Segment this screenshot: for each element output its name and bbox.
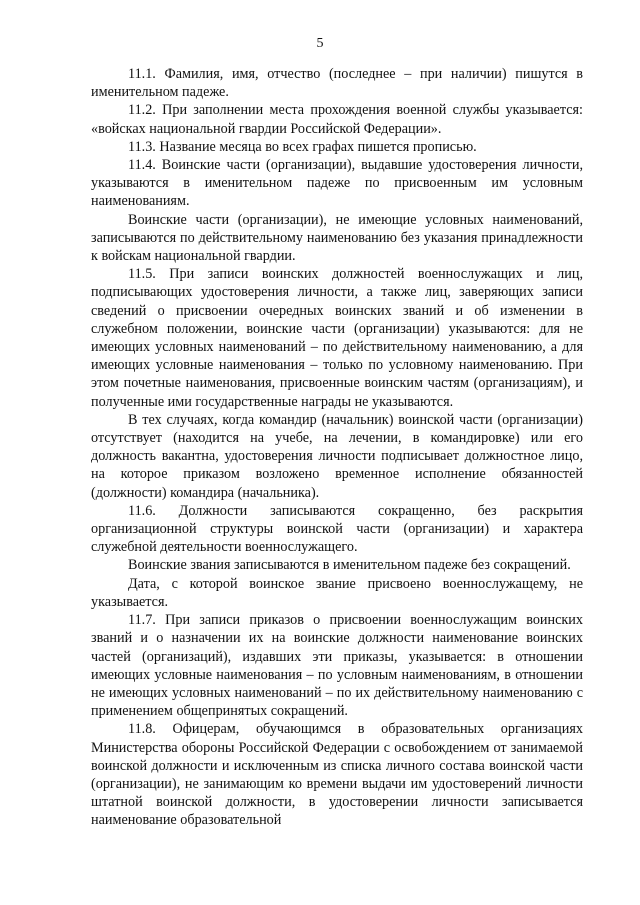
paragraph-11-1: 11.1. Фамилия, имя, отчество (последнее – при наличии) пишутся в именительном падеже.: [91, 66, 583, 101]
document-body: [91, 65, 583, 830]
paragraph-11-4-continued: Воинские части (организации), не имеющие условных наименований, записываются по действительному наименованию без указания принадлежности к войскам национальной гвардии.: [91, 211, 583, 265]
paragraph-11-8: 11.8. Офицерам, обучающимся в образовательных организациях Министерства обороны Российской Федерации с освобождением от занимаемой воинской должности и исключенным из списка личного состава воинской части (организации), не занимающим ко времени выдачи им удостоверений личности штатной воинской должности, в удостоверении личности записывается наименование образовательной: [91, 721, 583, 829]
paragraph-11-7: 11.7. При записи приказов о присвоении военнослужащим воинских званий и о назначении их на воинские должности наименование воинских частей (организаций), издавших эти приказы, указывается: в отношении имеющих условные наименования – по условным наименованиям, в отношении не имеющих условных наименований – по их действительному наименованию с применением общепринятых сокращений.: [91, 612, 583, 720]
paragraph-11-2: 11.2. При заполнении места прохождения военной службы указывается: «войсках национальной гвардии Российской Федерации».: [91, 102, 583, 137]
paragraph-11-5-continued: В тех случаях, когда командир (начальник) воинской части (организации) отсутствует (находится на учебе, на лечении, в командировке) или его должность вакантна, удостоверения личности подписывает должностное лицо, на которое приказом возложено временное исполнение обязанностей (должности) командира (начальника).: [91, 411, 583, 501]
page-number: 5: [316, 36, 324, 51]
paragraph-11-6-date: Дата, с которой воинское звание присвоено военнослужащему, не указывается.: [91, 575, 583, 610]
paragraph-11-6: 11.6. Должности записываются сокращенно, без раскрытия организационной структуры воинской части (организации) и характера служебной деятельности военнослужащего.: [91, 502, 583, 556]
paragraph-11-6-ranks: Воинские звания записываются в именительном падеже без сокращений.: [128, 557, 571, 574]
paragraph-11-4: 11.4. Воинские части (организации), выдавшие удостоверения личности, указываются в именительном падеже по присвоенным им условным наименованиям.: [91, 157, 583, 210]
paragraph-11-5: 11.5. При записи воинских должностей военнослужащих и лиц, подписывающих удостоверения личности, а также лиц, заверяющих записи сведений о присвоении очередных воинских званий и об изменении в служебном положении, воинские части (организации) указываются: для не имеющих условных наименований – по действительному наименованию, а для имеющих условные наименования – только по условному наименованию. При этом почетные наименования, присвоенные воинским частям (организациям), и полученные ими государственные награды не указываются.: [91, 266, 583, 410]
paragraph-11-3: 11.3. Название месяца во всех графах пишется прописью.: [128, 138, 477, 155]
